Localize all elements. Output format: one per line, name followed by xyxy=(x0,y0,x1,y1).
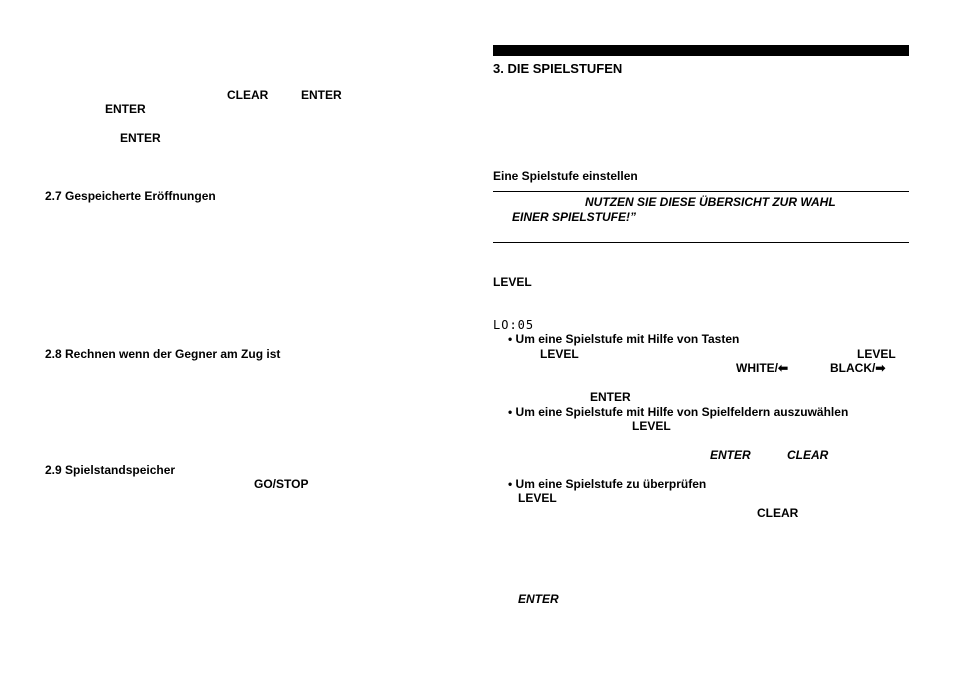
level-key-label: LEVEL xyxy=(857,347,896,361)
bullet-keys: • Um eine Spielstufe mit Hilfe von Tasten xyxy=(508,332,740,346)
level-key-label: LEVEL xyxy=(632,419,671,433)
clear-key-label: CLEAR xyxy=(227,88,269,102)
white-key-label: WHITE/⬅ xyxy=(736,361,789,375)
clear-key-label: CLEAR xyxy=(757,506,799,520)
level-key-label: LEVEL xyxy=(518,491,557,505)
clear-key-label: CLEAR xyxy=(787,448,829,462)
level-key-label: LEVEL xyxy=(540,347,579,361)
go-stop-key-label: GO/STOP xyxy=(254,477,309,491)
quote-top-rule xyxy=(493,191,909,192)
bullet-squares: • Um eine Spielstufe mit Hilfe von Spielfeldern auszuwählen xyxy=(508,405,849,419)
quote-line-1: NUTZEN SIE DIESE ÜBERSICHT ZUR WAHL xyxy=(585,195,836,209)
section-title: 3. DIE SPIELSTUFEN xyxy=(493,61,623,76)
enter-key-label: ENTER xyxy=(120,131,161,145)
enter-key-label: ENTER xyxy=(105,102,146,116)
enter-key-label: ENTER xyxy=(301,88,342,102)
enter-key-label: ENTER xyxy=(710,448,751,462)
enter-key-label: ENTER xyxy=(590,390,631,404)
heading-2-7: 2.7 Gespeicherte Eröffnungen xyxy=(45,189,216,203)
black-key-label: BLACK/➡ xyxy=(830,361,886,375)
quote-bottom-rule xyxy=(493,242,909,243)
heading-2-8: 2.8 Rechnen wenn der Gegner am Zug ist xyxy=(45,347,281,361)
subheading: Eine Spielstufe einstellen xyxy=(493,169,638,183)
quote-line-2: EINER SPIELSTUFE!” xyxy=(512,210,637,224)
level-key-label: LEVEL xyxy=(493,275,532,289)
lcd-display: LO:05 xyxy=(493,318,535,332)
heading-2-9: 2.9 Spielstandspeicher xyxy=(45,463,176,477)
section-header-bar xyxy=(493,45,909,56)
enter-key-label: ENTER xyxy=(518,592,559,606)
bullet-check: • Um eine Spielstufe zu überprüfen xyxy=(508,477,707,491)
